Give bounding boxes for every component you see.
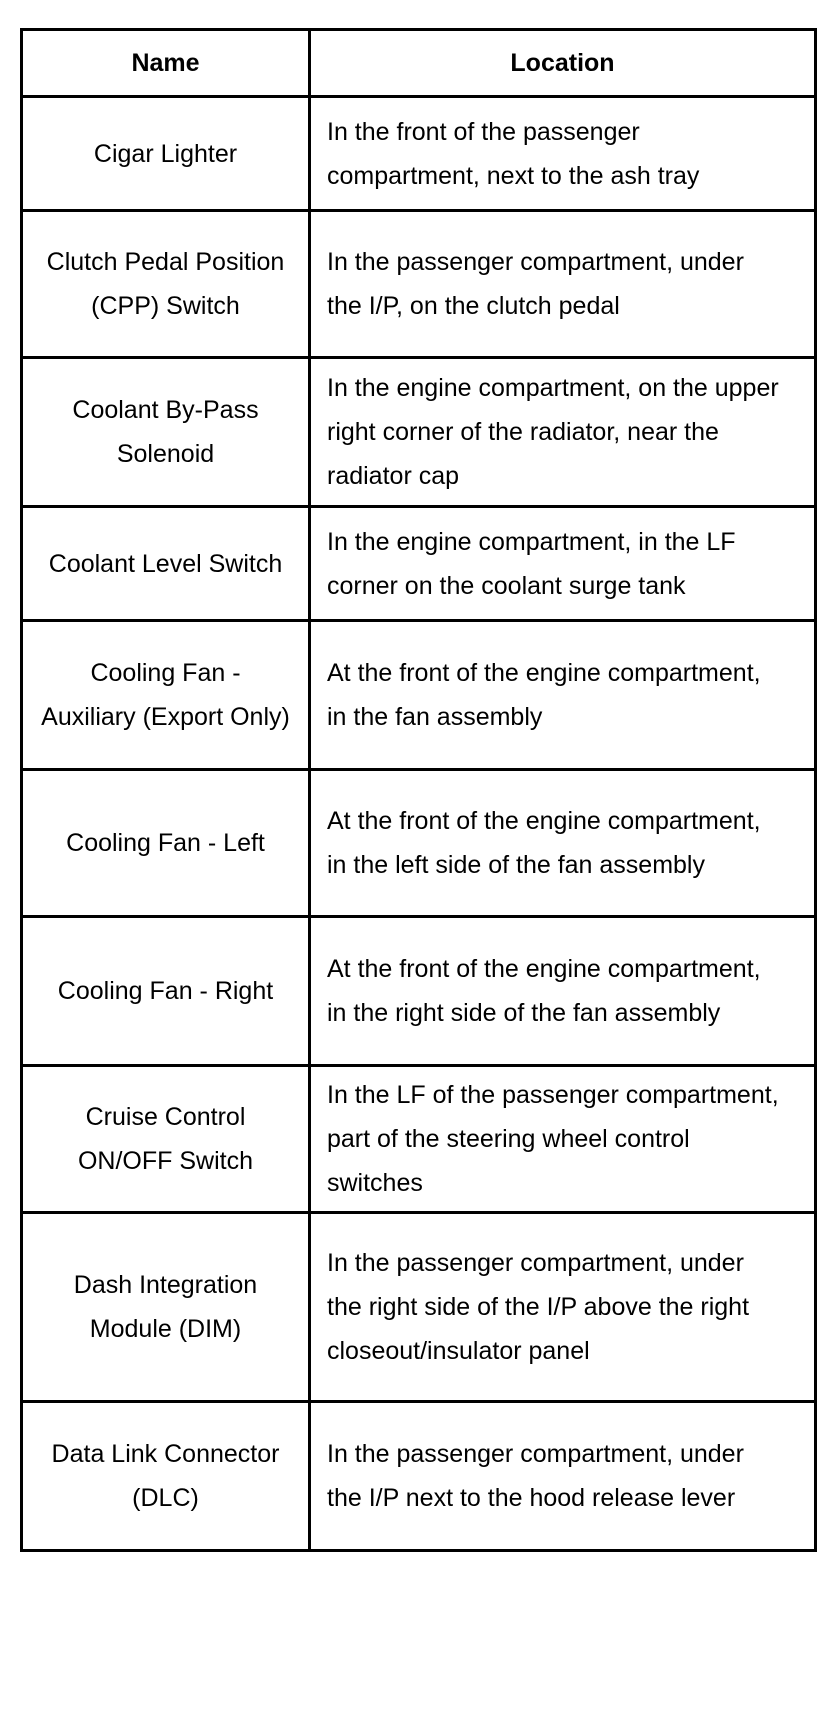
location-cell: At the front of the engine compartment, in the right side of the fan assembly <box>310 917 816 1066</box>
table-header-row <box>22 30 816 97</box>
name-cell: Cooling Fan - Left <box>22 770 310 917</box>
table-row <box>22 211 816 358</box>
location-cell: At the front of the engine compartment, in the left side of the fan assembly <box>310 770 816 917</box>
location-cell: At the front of the engine compartment, in the fan assembly <box>310 621 816 770</box>
table-row <box>22 507 816 621</box>
column-header-name: Name <box>22 30 310 97</box>
table-row <box>22 97 816 211</box>
name-cell: Cooling Fan - Auxiliary (Export Only) <box>22 621 310 770</box>
name-cell: Data Link Connector (DLC) <box>22 1402 310 1551</box>
table-row <box>22 621 816 770</box>
name-cell: Coolant By-Pass Solenoid <box>22 358 310 507</box>
location-cell: In the passenger compartment, under the I/P, on the clutch pedal <box>310 211 816 358</box>
table-row <box>22 770 816 917</box>
location-cell: In the passenger compartment, under the I/P next to the hood release lever <box>310 1402 816 1551</box>
component-location-table <box>20 28 817 1552</box>
location-cell: In the engine compartment, in the LF corner on the coolant surge tank <box>310 507 816 621</box>
table-row <box>22 1213 816 1402</box>
name-cell: Cruise Control ON/OFF Switch <box>22 1066 310 1213</box>
name-cell: Cooling Fan - Right <box>22 917 310 1066</box>
location-cell: In the front of the passenger compartment, next to the ash tray <box>310 97 816 211</box>
table-row <box>22 1066 816 1213</box>
location-cell: In the passenger compartment, under the right side of the I/P above the right closeout/insulator panel <box>310 1213 816 1402</box>
name-cell: Clutch Pedal Position (CPP) Switch <box>22 211 310 358</box>
table-row <box>22 1402 816 1551</box>
column-header-location: Location <box>310 30 816 97</box>
name-cell: Dash Integration Module (DIM) <box>22 1213 310 1402</box>
table-row <box>22 917 816 1066</box>
location-cell: In the engine compartment, on the upper right corner of the radiator, near the radiator cap <box>310 358 816 507</box>
name-cell: Coolant Level Switch <box>22 507 310 621</box>
name-cell: Cigar Lighter <box>22 97 310 211</box>
table-row <box>22 358 816 507</box>
location-cell: In the LF of the passenger compartment, part of the steering wheel control switches <box>310 1066 816 1213</box>
